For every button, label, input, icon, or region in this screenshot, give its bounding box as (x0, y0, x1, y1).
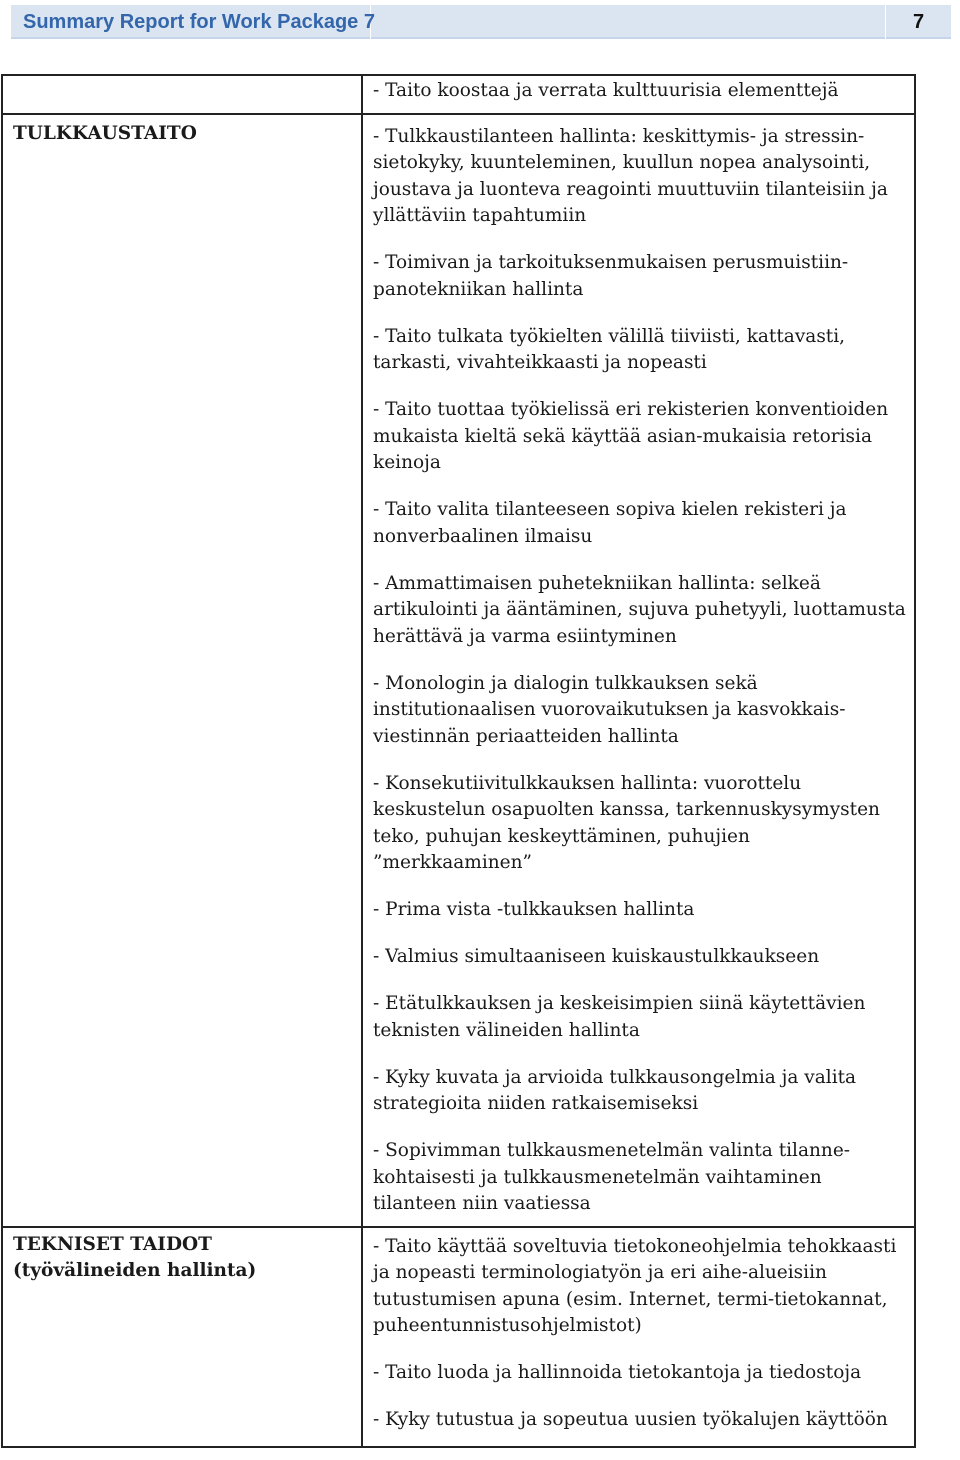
list-item: - Taito koostaa ja verrata kulttuurisia elementtejä (373, 80, 839, 101)
category-cell (2, 1227, 362, 1447)
category-label-line: TEKNISET TAIDOT (13, 1233, 212, 1255)
list-item: - Prima vista -tulkkauksen hallinta (373, 899, 695, 920)
table-row (2, 1227, 915, 1447)
list-item: - Taito tulkata työkielten välillä tiiviisti, kattavasti, tarkasti, vivahteikkaasti ja nopeasti (373, 325, 846, 373)
category-label (3, 1228, 361, 1284)
report-title: Summary Report for Work Package 7 (11, 5, 371, 39)
list-item: - Taito luoda ja hallinnoida tietokantoja ja tiedostoja (373, 1362, 862, 1383)
items-cell (362, 75, 915, 114)
category-label: TULKKAUSTAITO (13, 122, 197, 144)
page-header (11, 5, 951, 39)
list-item: - Valmius simultaaniseen kuiskaustulkkaukseen (373, 946, 820, 967)
list-item: - Toimivan ja tarkoituksenmukaisen perusmuistiin-panotekniikan hallinta (373, 252, 849, 300)
list-item: - Tulkkaustilanteen hallinta: keskittymis- ja stressin-sietokyky, kuunteleminen, kuullun nopea analysointi, joustava ja luonteva reagointi muuttuviin tilanteisiin ja yllättäviin tapahtumiin (373, 125, 888, 226)
list-item: - Kyky kuvata ja arvioida tulkkausongelmia ja valita strategioita niiden ratkaisemiseksi (373, 1066, 857, 1114)
list-item: - Monologin ja dialogin tulkkauksen sekä institutionaalisen vuorovaikutuksen ja kasvokkais-viestinnän periaatteiden hallinta (373, 672, 846, 747)
list-item: - Ammattimaisen puhetekniikan hallinta: selkeä artikulointi ja ääntäminen, sujuva puhetyyli, luottamusta herättävä ja varma esiintyminen (373, 572, 906, 647)
table-row (2, 75, 915, 114)
list-item: - Etätulkkauksen ja keskeisimpien siinä käytettävien teknisten välineiden hallinta (373, 993, 866, 1041)
list-item: - Konsekutiivitulkkauksen hallinta: vuorottelu keskustelun osapuolten kanssa, tarkennuskysymysten teko, puhujan keskeyttäminen, puhujien ”merkkaaminen” (373, 772, 880, 873)
list-item: - Taito käyttää soveltuvia tietokoneohjelmia tehokkaasti ja nopeasti terminologiatyön ja eri aihe-alueisiin tutustumisen apuna (esim. Internet, termi-tietokannat, puheentunnistusohjelmistot) (373, 1235, 897, 1336)
competence-table (1, 74, 916, 1448)
list-item: - Sopivimman tulkkausmenetelmän valinta tilanne-kohtaisesti ja tulkkausmenetelmän vaihtaminen tilanteen niin vaatiessa (373, 1140, 851, 1214)
page-number: 7 (885, 5, 951, 39)
list-item: - Taito valita tilanteeseen sopiva kielen rekisteri ja nonverbaalinen ilmaisu (373, 499, 847, 547)
list-item: - Taito tuottaa työkielissä eri rekisterien konventioiden mukaista kieltä sekä käyttää asian-mukaisia retorisia keinoja (373, 399, 889, 473)
category-label-line: (työvälineiden hallinta) (13, 1259, 257, 1281)
items-cell (362, 114, 915, 1227)
list-item: - Kyky tutustua ja sopeutua uusien työkalujen käyttöön (373, 1409, 888, 1430)
category-cell (2, 114, 362, 1227)
category-cell (2, 75, 362, 114)
items-cell (362, 1227, 915, 1447)
table-row (2, 114, 915, 1227)
